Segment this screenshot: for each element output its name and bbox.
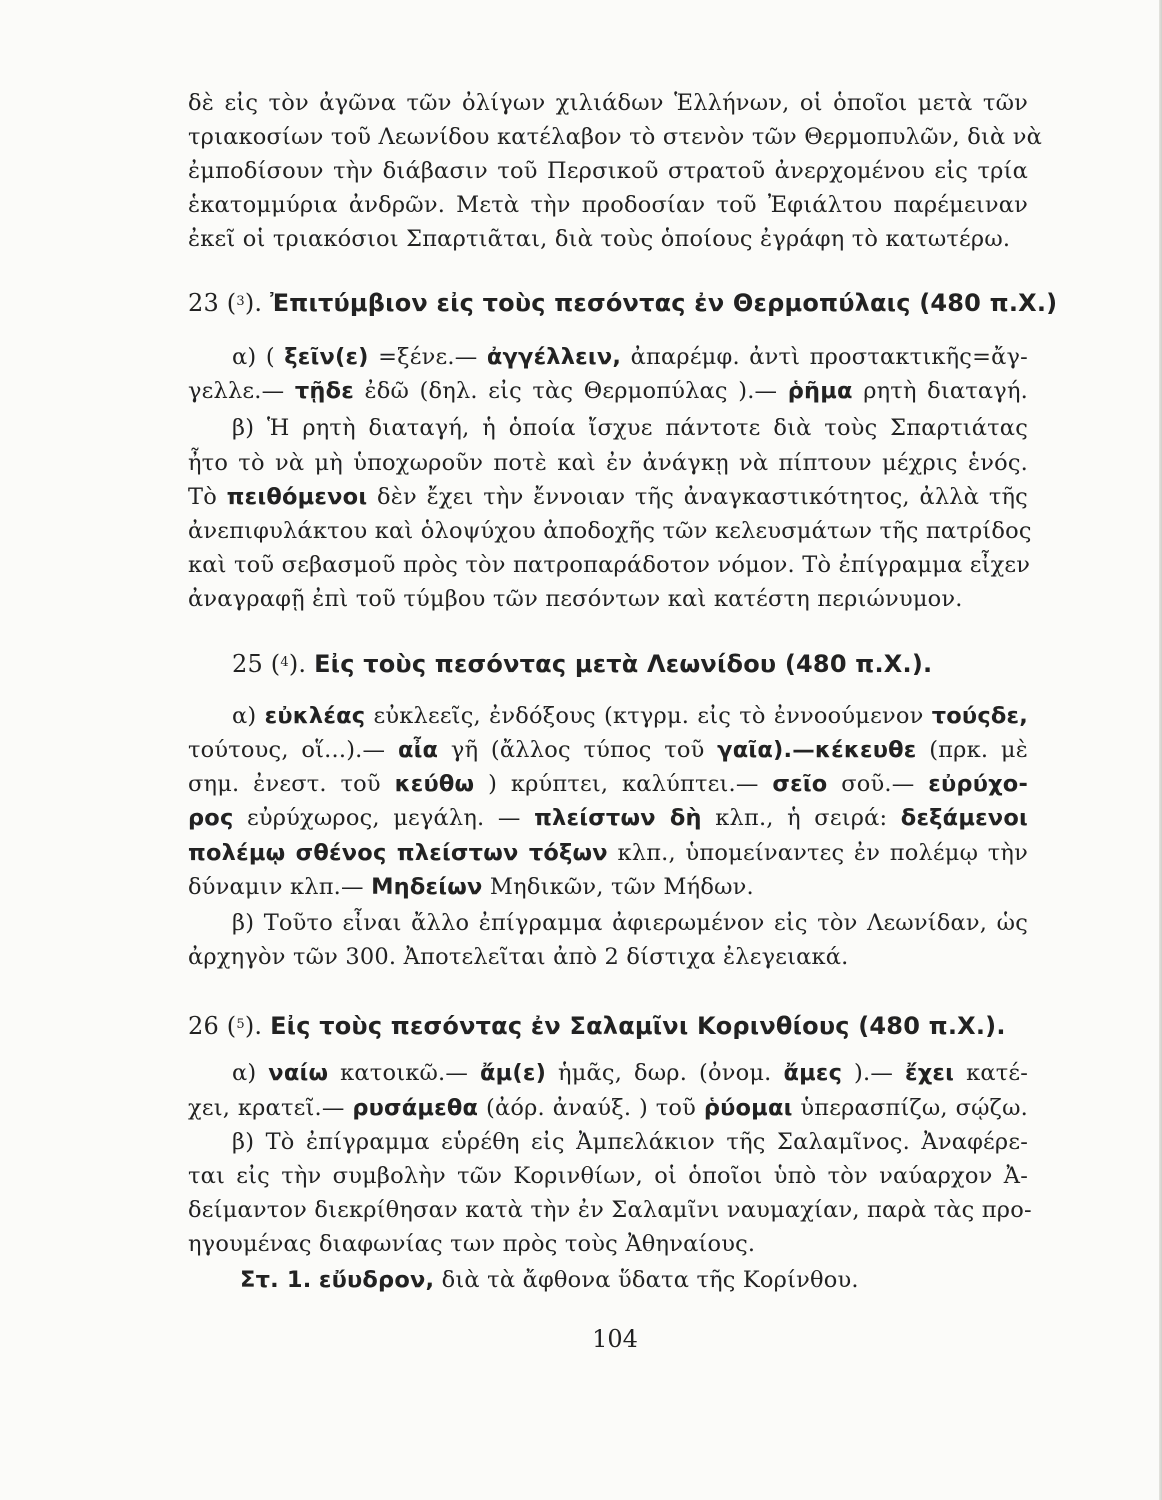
- text-run: (πρκ. μὲ: [929, 737, 1028, 763]
- text-run: χει, κρατεῖ.—: [188, 1095, 345, 1121]
- text-run: κλπ., ὑπομείναντες ἐν πολέμῳ τὴν: [617, 840, 1028, 866]
- text-line: [188, 1093, 1028, 1123]
- text-line: [188, 376, 1028, 406]
- text-run: διὰ τὰ ἄφθονα ὕδατα τῆς Κορίνθου.: [441, 1267, 859, 1293]
- text-run: γελλε.—: [188, 378, 285, 404]
- section-title: Εἰς τοὺς πεσόντας ἐν Σαλαμῖνι Κορινθίους (480 π.Χ.).: [270, 1012, 1006, 1040]
- text-line: ἐμποδίσουν τὴν διάβασιν τοῦ Περσικοῦ στρατοῦ ἀνερχομένου εἰς τρία: [188, 158, 1028, 184]
- bold-term: δεξάμενοι: [900, 805, 1028, 831]
- text-run: Τὸ: [188, 484, 217, 510]
- bold-term: Στ. 1.: [240, 1267, 312, 1293]
- footnote-marker: 3: [236, 294, 245, 309]
- section-number: 23 (: [188, 289, 237, 317]
- bold-term: τῇδε: [294, 378, 354, 404]
- section-number-close: ).: [244, 289, 263, 317]
- text-run: ρητὴ διαταγή.: [863, 378, 1028, 404]
- bold-term: τούςδε,: [931, 703, 1028, 729]
- text-run: (ἀόρ. ἀναύξ. ) τοῦ: [486, 1095, 697, 1121]
- bold-term: ἀγγέλλειν,: [486, 344, 622, 370]
- text-line: ἐκεῖ οἱ τριακόσιοι Σπαρτιᾶται, διὰ τοὺς ὁποίους ἐγράφη τὸ κατωτέρω.: [188, 226, 1011, 252]
- text-line: [232, 701, 1028, 731]
- text-run: τούτους, οἵ...).—: [188, 737, 386, 763]
- section-number: 25 (: [232, 650, 281, 678]
- bold-term: πλείστων δὴ: [534, 805, 702, 831]
- text-line: [188, 482, 1028, 512]
- bold-term: ῥύομαι: [703, 1095, 793, 1121]
- text-run: κατέ-: [966, 1060, 1029, 1086]
- text-run: ἡμᾶς, δωρ. (ὀνομ.: [558, 1060, 772, 1086]
- text-line: β) Ἡ ρητὴ διαταγή, ἡ ὁποία ἴσχυε πάντοτε διὰ τοὺς Σπαρτιάτας: [232, 415, 1028, 441]
- bold-term: πειθόμενοι: [226, 484, 368, 510]
- bold-term: ξεῖν(ε): [284, 344, 369, 370]
- bold-term: κεύθω: [394, 771, 475, 797]
- text-line: ηγουμένας διαφωνίας των πρὸς τοὺς Ἀθηναίους.: [188, 1231, 756, 1257]
- text-run: σοῦ.—: [841, 771, 915, 797]
- text-run: κλπ., ἡ σειρά:: [715, 805, 888, 831]
- footnote-marker: 5: [236, 1017, 245, 1032]
- text-run: ὑπερασπίζω, σῴζω.: [800, 1095, 1028, 1121]
- text-line: β) Τοῦτο εἶναι ἄλλο ἐπίγραμμα ἀφιερωμένον εἰς τὸν Λεωνίδαν, ὡς: [232, 910, 1028, 936]
- bold-term: ρος: [188, 805, 234, 831]
- text-line: καὶ τοῦ σεβασμοῦ πρὸς τὸν πατροπαράδοτον νόμον. Τὸ ἐπίγραμμα εἶχεν: [188, 552, 1031, 578]
- section-title: Ἐπιτύμβιον εἰς τοὺς πεσόντας ἐν Θερμοπύλαις (480 π.Χ.): [270, 289, 1058, 317]
- text-line: [240, 1265, 1030, 1295]
- bold-term: ἄμ(ε): [480, 1060, 547, 1086]
- bold-term: εὔυδρον,: [318, 1267, 435, 1293]
- bold-term: σεῖο: [772, 771, 828, 797]
- text-line: [188, 803, 1028, 833]
- text-line: [188, 735, 1028, 765]
- text-line: [188, 872, 1028, 902]
- section-number-close: ).: [244, 1012, 263, 1040]
- text-run: κατοικῶ.—: [340, 1060, 469, 1086]
- text-run: γῆ (ἄλλος τύπος τοῦ: [450, 737, 705, 763]
- text-run: ἐδῶ (δηλ. εἰς τὰς Θερμοπύλας ).—: [364, 378, 778, 404]
- section-number-close: ).: [288, 650, 307, 678]
- text-run: ).—: [854, 1060, 894, 1086]
- bold-term: ναίω: [268, 1060, 329, 1086]
- bold-term: ἔχει: [905, 1060, 955, 1086]
- text-line: [232, 342, 1028, 372]
- section-title: Εἰς τοὺς πεσόντας μετὰ Λεωνίδου (480 π.Χ.).: [314, 650, 933, 678]
- bold-term: ρυσάμεθα: [352, 1095, 479, 1121]
- text-run: σημ. ἐνεστ. τοῦ: [188, 771, 381, 797]
- bold-term: ἄμες: [783, 1060, 843, 1086]
- bold-term: Μηδείων: [371, 874, 483, 900]
- text-line: δὲ εἰς τὸν ἀγῶνα τῶν ὀλίγων χιλιάδων Ἑλλήνων, οἱ ὁποῖοι μετὰ τῶν: [188, 90, 1028, 116]
- text-line: ται εἰς τὴν συμβολὴν τῶν Κορινθίων, οἱ ὁποῖοι ὑπὸ τὸν ναύαρχον Ἀ-: [188, 1163, 1028, 1189]
- text-run: Μηδικῶν, τῶν Μήδων.: [489, 874, 754, 900]
- text-line: ἀναγραφῇ ἐπὶ τοῦ τύμβου τῶν πεσόντων καὶ κατέστη περιώνυμον.: [188, 586, 963, 612]
- text-line: ἦτο τὸ νὰ μὴ ὑποχωροῦν ποτὲ καὶ ἐν ἀνάγκῃ νὰ πίπτουν μέχρις ἑνός.: [188, 450, 1028, 476]
- text-line: [188, 838, 1028, 868]
- text-run: α) (: [232, 344, 275, 370]
- bold-term: ῥῆμα: [787, 378, 853, 404]
- page-number: 104: [592, 1325, 638, 1353]
- text-run: α): [232, 1060, 257, 1086]
- text-line: ἀρχηγὸν τῶν 300. Ἀποτελεῖται ἀπὸ 2 δίστιχα ἐλεγειακά.: [188, 944, 849, 970]
- text-line: ἀνεπιφυλάκτου καὶ ὁλοψύχου ἀποδοχῆς τῶν κελευσμάτων τῆς πατρίδος: [188, 518, 1032, 544]
- section-heading-25: [232, 648, 1028, 679]
- text-line: ἑκατομμύρια ἀνδρῶν. Μετὰ τὴν προδοσίαν τοῦ Ἐφιάλτου παρέμειναν: [188, 192, 1028, 218]
- footnote-marker: 4: [280, 655, 289, 670]
- section-heading-26: [188, 1010, 1028, 1041]
- bold-term: εὐρύχο-: [928, 771, 1028, 797]
- section-number: 26 (: [188, 1012, 237, 1040]
- bold-term: αἶα: [397, 737, 439, 763]
- text-line: [188, 769, 1028, 799]
- text-run: δύναμιν κλπ.—: [188, 874, 364, 900]
- text-run: εὐρύχωρος, μεγάλη. —: [246, 805, 521, 831]
- text-run: εὐκλεεῖς, ἐνδόξους (κτγρμ. εἰς τὸ ἐννοούμενον: [373, 703, 924, 729]
- bold-term: εὐκλέας: [264, 703, 366, 729]
- text-run: ) κρύπτει, καλύπτει.—: [488, 771, 759, 797]
- section-heading-23: [188, 287, 1058, 318]
- text-line: β) Τὸ ἐπίγραμμα εὑρέθη εἰς Ἀμπελάκιον τῆς Σαλαμῖνος. Ἀναφέρε-: [232, 1129, 1028, 1155]
- text-run: =ξένε.—: [378, 344, 478, 370]
- text-line: δείμαντον διεκρίθησαν κατὰ τὴν ἐν Σαλαμῖνι ναυμαχίαν, παρὰ τὰς προ-: [188, 1197, 1032, 1223]
- text-run: δὲν ἔχει τὴν ἔννοιαν τῆς ἀναγκαστικότητος, ἀλλὰ τῆς: [376, 484, 1028, 510]
- text-run: α): [232, 703, 257, 729]
- text-line: τριακοσίων τοῦ Λεωνίδου κατέλαβον τὸ στενὸν τῶν Θερμοπυλῶν, διὰ νὰ: [188, 124, 1042, 150]
- text-run: ἀπαρέμφ. ἀντὶ προστακτικῆς=ἄγ-: [630, 344, 1028, 370]
- bold-term: πολέμῳ σθένος πλείστων τόξων: [188, 840, 608, 866]
- bold-term: γαῖα).—κέκευθε: [717, 737, 917, 763]
- text-line: [232, 1058, 1028, 1088]
